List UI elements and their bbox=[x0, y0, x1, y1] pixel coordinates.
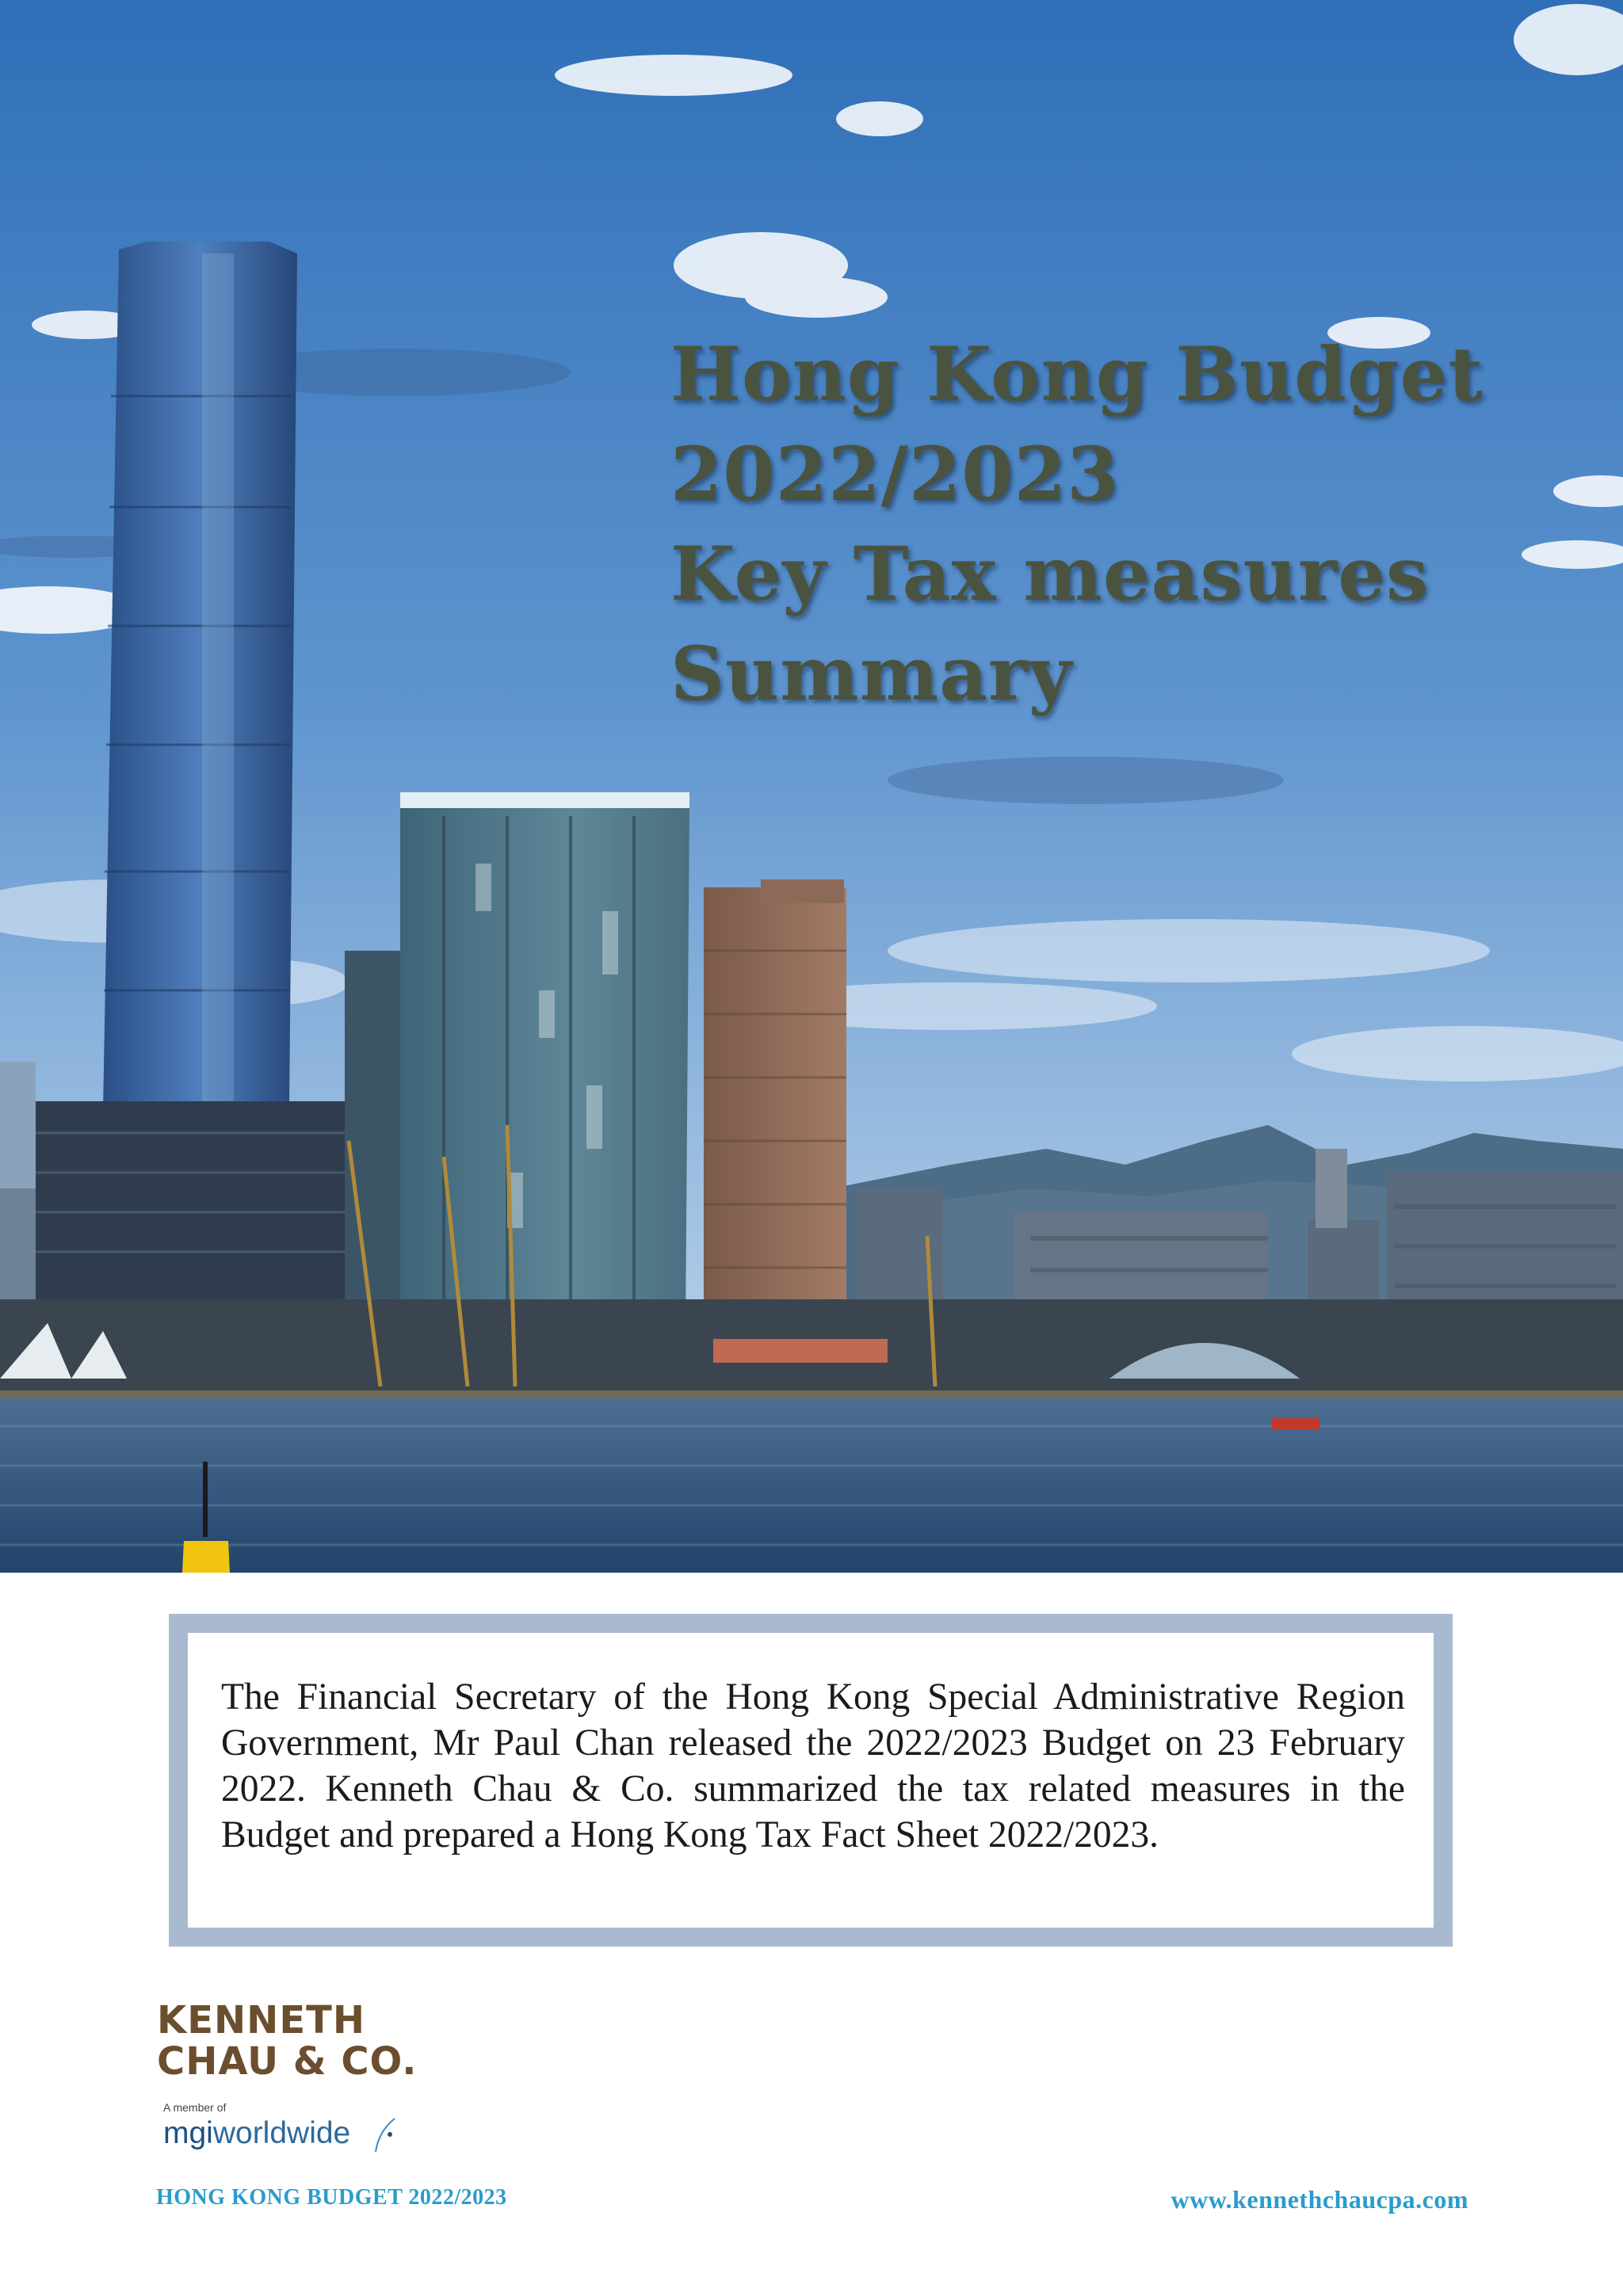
network-logo bbox=[163, 2101, 417, 2164]
firm-logo bbox=[157, 2000, 418, 2082]
footer-website-link[interactable]: www.kennethchaucpa.com bbox=[1170, 2185, 1468, 2214]
firm-name-line2: CHAU & CO. bbox=[157, 2039, 418, 2084]
intro-box bbox=[169, 1614, 1453, 1947]
network-name bbox=[163, 2115, 350, 2152]
intro-box-inner bbox=[188, 1633, 1434, 1928]
title-line: Key Tax measures bbox=[670, 531, 1430, 618]
swoosh-icon bbox=[371, 2115, 403, 2155]
footer-title: HONG KONG BUDGET 2022/2023 bbox=[156, 2185, 507, 2210]
firm-name-line1: KENNETH bbox=[157, 1998, 366, 2042]
title-line: Summary bbox=[670, 631, 1073, 718]
member-of-label: A member of bbox=[163, 2101, 227, 2114]
network-prefix: mgi bbox=[163, 2116, 213, 2150]
title-line: Hong Kong Budget bbox=[670, 331, 1484, 418]
network-suffix: worldwide bbox=[212, 2116, 351, 2150]
intro-paragraph: The Financial Secretary of the Hong Kong Special Administrative Region Government, Mr Paul Chan released the 2022/2023 Budget on 23 February 2022. Kenneth Chau & Co. summarized the tax related measures in the Budget and prepared a Hong Kong Tax Fact Sheet 2022/2023. bbox=[221, 1676, 1405, 1855]
cover-title bbox=[670, 325, 1582, 724]
title-line: 2022/2023 bbox=[670, 431, 1120, 518]
